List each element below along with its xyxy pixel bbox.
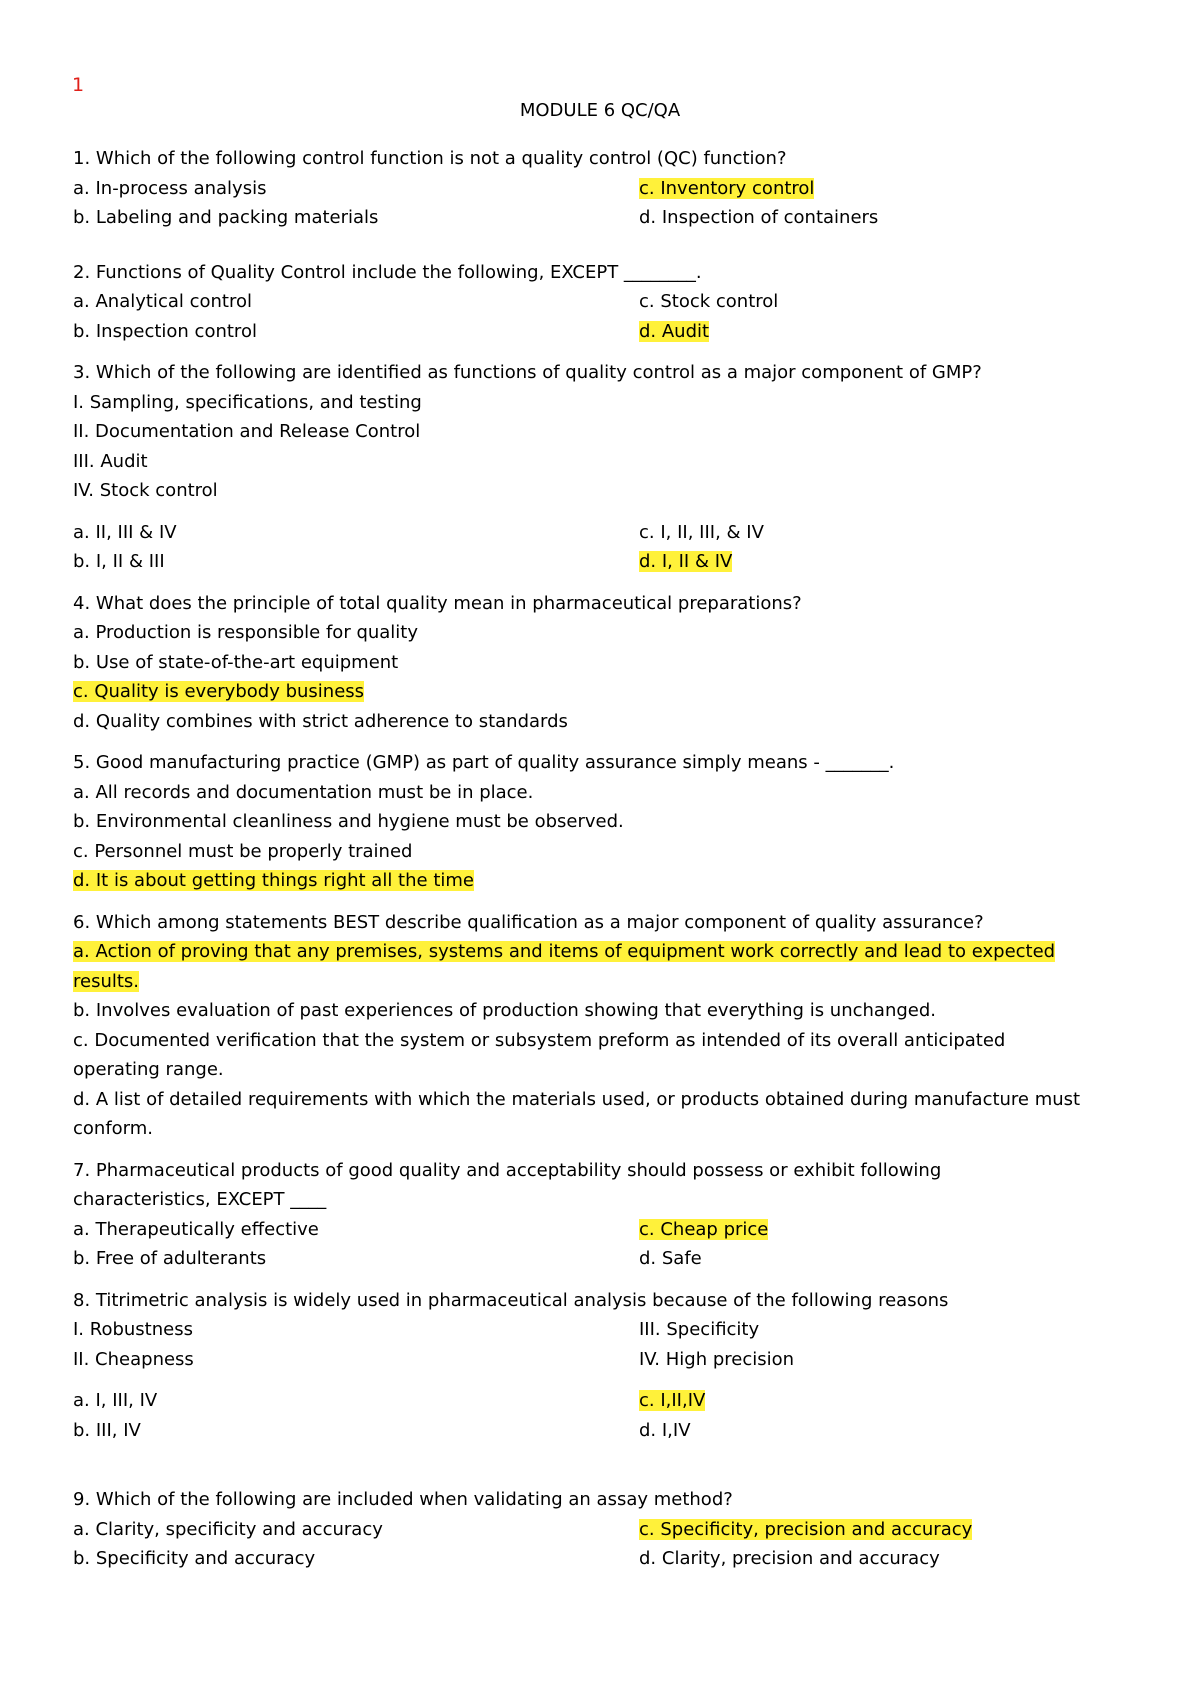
question-6-option-a-answer-line-2: results. [73, 970, 140, 992]
question-7-stem-line-2: characteristics, EXCEPT ____ [73, 1189, 327, 1210]
question-1 [73, 144, 1153, 233]
question-list [73, 144, 1153, 1574]
question-7-option-a: a. Therapeutically effective [73, 1218, 319, 1240]
question-6-option-b: b. Involves evaluation of past experiences of production showing that everything is unchanged. [73, 1000, 937, 1021]
question-1-stem: 1. Which of the following control function is not a quality control (QC) function? [73, 148, 787, 169]
question-9-options-row-2 [73, 1544, 1153, 1574]
question-9-option-a: a. Clarity, specificity and accuracy [73, 1518, 383, 1540]
page-number: 1 [72, 74, 85, 96]
question-2-options-row-2 [73, 317, 1153, 347]
question-4-option-a: a. Production is responsible for quality [73, 622, 419, 643]
question-1-options-row-2 [73, 203, 1153, 233]
question-5-option-b: b. Environmental cleanliness and hygiene must be observed. [73, 811, 624, 832]
question-7-option-c-answer: c. Cheap price [639, 1218, 769, 1240]
question-6-stem: 6. Which among statements BEST describe qualification as a major component of quality assurance? [73, 911, 984, 933]
question-3-item-3: III. Audit [73, 450, 148, 472]
question-7-options-row-1 [73, 1215, 1153, 1245]
question-8-items-row-1 [73, 1315, 1153, 1345]
question-3-option-d-answer: d. I, II & IV [639, 551, 733, 572]
question-3-stem: 3. Which of the following are identified as functions of quality control as a major component of GMP? [73, 362, 982, 383]
question-8-option-c-answer: c. I,II,IV [639, 1390, 706, 1411]
question-2-option-a: a. Analytical control [73, 291, 252, 312]
question-5-option-c: c. Personnel must be properly trained [73, 840, 413, 862]
question-6 [73, 908, 1153, 1144]
question-3-option-c: c. I, II, III, & IV [639, 521, 764, 543]
question-8-option-d: d. I,IV [639, 1419, 691, 1441]
question-8-stem: 8. Titrimetric analysis is widely used in pharmaceutical analysis because of the following reasons [73, 1289, 949, 1311]
question-3-item-4: IV. Stock control [73, 480, 218, 501]
question-5-stem: 5. Good manufacturing practice (GMP) as part of quality assurance simply means - _______. [73, 752, 895, 773]
question-4 [73, 589, 1153, 737]
question-7-stem-line-1: 7. Pharmaceutical products of good quality and acceptability should possess or exhibit following [73, 1159, 942, 1181]
question-8-items-row-2 [73, 1345, 1153, 1375]
question-3-options-row-2 [73, 547, 1153, 577]
question-8-item-1: I. Robustness [73, 1319, 193, 1340]
question-4-stem: 4. What does the principle of total quality mean in pharmaceutical preparations? [73, 592, 802, 614]
question-9-option-b: b. Specificity and accuracy [73, 1548, 316, 1569]
question-2-option-d-answer: d. Audit [639, 320, 710, 342]
question-6-option-c-line-2: operating range. [73, 1059, 224, 1080]
question-8 [73, 1286, 1153, 1446]
question-1-option-c-answer: c. Inventory control [639, 177, 815, 199]
question-6-option-a-answer-line-1: a. Action of proving that any premises, systems and items of equipment work correctly and lead to expected [73, 941, 1056, 962]
question-5-option-d-answer: d. It is about getting things right all the time [73, 870, 474, 891]
question-3-item-1: I. Sampling, specifications, and testing [73, 391, 422, 413]
question-9 [73, 1485, 1153, 1574]
question-8-item-3: III. Specificity [639, 1319, 760, 1340]
question-7-options-row-2 [73, 1244, 1153, 1274]
question-3-option-b: b. I, II & III [73, 551, 165, 572]
question-2-option-b: b. Inspection control [73, 320, 257, 342]
question-3 [73, 358, 1153, 577]
question-1-option-a: a. In-process analysis [73, 177, 267, 199]
question-3-item-2: II. Documentation and Release Control [73, 421, 421, 442]
question-4-option-b: b. Use of state-of-the-art equipment [73, 651, 399, 673]
question-6-option-d-line-1: d. A list of detailed requirements with which the materials used, or products obtained during manufacture must [73, 1088, 1081, 1110]
question-9-option-c-answer: c. Specificity, precision and accuracy [639, 1518, 973, 1540]
question-8-options-row-1 [73, 1386, 1153, 1416]
question-3-options-row-1 [73, 518, 1153, 548]
question-8-item-4: IV. High precision [639, 1348, 795, 1370]
question-7 [73, 1156, 1153, 1274]
question-4-option-c-answer: c. Quality is everybody business [73, 681, 365, 702]
question-2-option-c: c. Stock control [639, 291, 779, 312]
question-2-stem: 2. Functions of Quality Control include the following, EXCEPT ________. [73, 261, 702, 283]
question-9-option-d: d. Clarity, precision and accuracy [639, 1548, 940, 1569]
question-3-option-a: a. II, III & IV [73, 521, 177, 543]
question-8-option-b: b. III, IV [73, 1419, 141, 1441]
question-2 [73, 258, 1153, 347]
question-5-option-a: a. All records and documentation must be in place. [73, 781, 534, 803]
question-8-options-row-2 [73, 1416, 1153, 1446]
question-1-option-b: b. Labeling and packing materials [73, 207, 379, 228]
question-7-option-d: d. Safe [639, 1248, 702, 1269]
question-4-option-d: d. Quality combines with strict adherence to standards [73, 710, 568, 732]
question-9-options-row-1 [73, 1515, 1153, 1545]
document-title: MODULE 6 QC/QA [519, 100, 681, 121]
question-1-option-d: d. Inspection of containers [639, 207, 879, 228]
question-1-options-row-1 [73, 174, 1153, 204]
question-6-option-d-line-2: conform. [73, 1118, 154, 1139]
question-5 [73, 748, 1153, 896]
question-7-option-b: b. Free of adulterants [73, 1248, 267, 1269]
question-8-option-a: a. I, III, IV [73, 1390, 158, 1411]
question-6-option-c-line-1: c. Documented verification that the system or subsystem preform as intended of its overall anticipated [73, 1029, 1006, 1051]
question-8-item-2: II. Cheapness [73, 1348, 194, 1370]
question-2-options-row-1 [73, 287, 1153, 317]
question-9-stem: 9. Which of the following are included when validating an assay method? [73, 1489, 733, 1510]
